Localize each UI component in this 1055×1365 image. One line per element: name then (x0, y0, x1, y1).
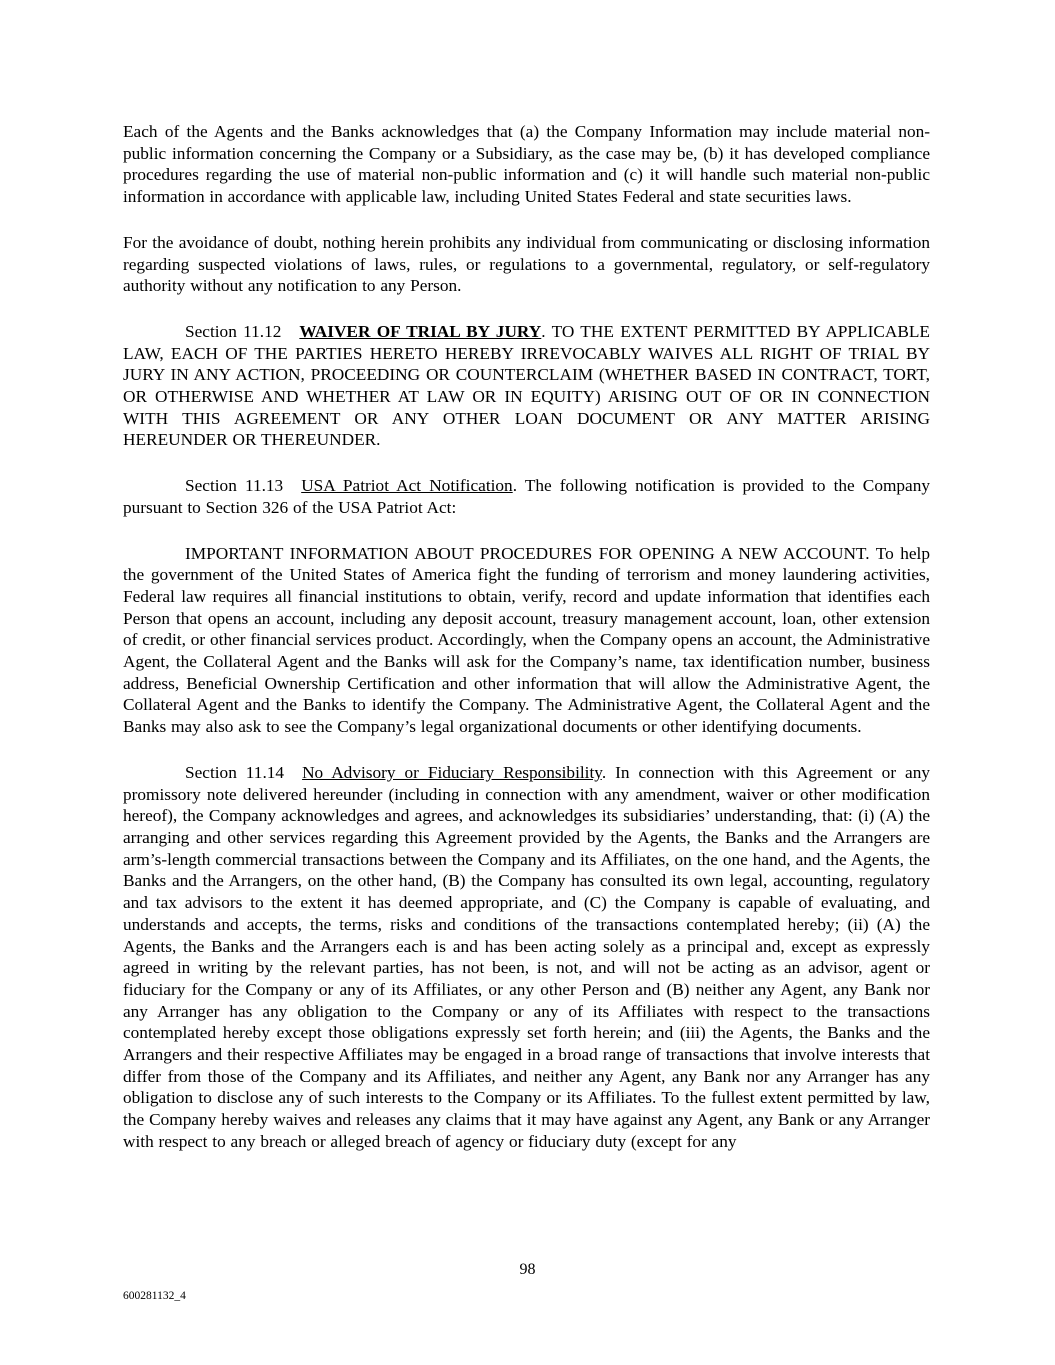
page-number: 98 (519, 1261, 536, 1278)
section-11-13-heading: USA Patriot Act Notification (301, 476, 513, 496)
section-11-13-paragraph (123, 475, 930, 518)
paragraph-text: Each of the Agents and the Banks acknowledges that (a) the Company Information may include material non-public information concerning the Company or a Subsidiary, as the case may be, (b) it has developed compliance procedures regarding the use of material non-public information and (c) it will handle such material non-public information in accordance with applicable law, including United States Federal and state securities laws. (123, 122, 930, 207)
section-11-13-body: . The following notification is provided to the Company pursuant to Section 326 of the USA Patriot Act: (123, 476, 930, 517)
section-11-12-body: . TO THE EXTENT PERMITTED BY APPLICABLE LAW, EACH OF THE PARTIES HERETO HEREBY IRREVOCABLY WAIVES ALL RIGHT OF TRIAL BY JURY IN ANY ACTION, PROCEEDING OR COUNTERCLAIM (WHETHER BASED IN CONTRACT, TORT, OR OTHERWISE AND WHETHER AT LAW OR IN EQUITY) ARISING OUT OF OR IN CONNECTION WITH THIS AGREEMENT OR ANY OTHER LOAN DOCUMENT OR ANY MATTER ARISING HEREUNDER OR THEREUNDER. (123, 321, 930, 450)
document-control-number: 600281132_4 (123, 1290, 186, 1302)
section-11-12-number: Section 11.12 (185, 321, 282, 341)
paragraph-company-information (123, 121, 930, 208)
section-11-14-heading: No Advisory or Fiduciary Responsibility (302, 762, 602, 782)
section-11-13-number: Section 11.13 (185, 476, 284, 496)
section-11-14-number: Section 11.14 (185, 762, 285, 782)
paragraph-patriot-act-notification (123, 543, 930, 738)
paragraph-text: IMPORTANT INFORMATION ABOUT PROCEDURES FOR OPENING A NEW ACCOUNT. To help the government of the United States of America fight the funding of terrorism and money laundering activities, Federal law requires all financial institutions to obtain, verify, record and update information that identifies each Person that opens an account, including any deposit account, treasury management account, loan, other extension of credit, or other financial services product. Accordingly, when the Company opens an account, the Administrative Agent, the Collateral Agent and the Banks will ask for the Company’s name, tax identification number, business address, Beneficial Ownership Certification and other information that will allow the Administrative Agent, the Collateral Agent and the Banks to identify the Company. The Administrative Agent, the Collateral Agent and the Banks may also ask to see the Company’s legal organizational documents or other identifying documents. (123, 543, 930, 737)
paragraph-text: For the avoidance of doubt, nothing herein prohibits any individual from communicating or disclosing information regarding suspected violations of laws, rules, or regulations to a governmental, regulatory, or self-regulatory authority without any notification to any Person. (123, 232, 930, 296)
section-11-12-paragraph (123, 321, 930, 451)
section-11-14-paragraph (123, 762, 930, 1153)
section-11-12-heading: WAIVER OF TRIAL BY JURY (299, 321, 542, 341)
section-11-14-body: . In connection with this Agreement or any promissory note delivered hereunder (including in connection with any amendment, waiver or other modification hereof), the Company acknowledges and agrees, and acknowledges its subsidiaries’ understanding, that: (i) (A) the arranging and other services regarding this Agreement provided by the Agents, the Banks and the Arrangers are arm’s-length commercial transactions between the Company and its Affiliates, on the one hand, and the Agents, the Banks and the Arrangers, on the other hand, (B) the Company has consulted its own legal, accounting, regulatory and tax advisors to the extent it has deemed appropriate, and (C) the Company is capable of evaluating, and understands and accepts, the terms, risks and conditions of the transactions contemplated hereby; (ii) (A) the Agents, the Banks and the Arrangers each is and has been acting solely as a principal and, except as expressly agreed in writing by the relevant parties, has not been, is not, and will not be acting as an advisor, agent or fiduciary for the Company or any of its Affiliates, or any other Person and (B) neither any Agent, any Bank nor any Arranger has any obligation to the Company or any of its Affiliates with respect to the transactions contemplated hereby except those obligations expressly set forth herein; and (iii) the Agents, the Banks and the Arrangers and their respective Affiliates may be engaged in a broad range of transactions that involve interests that differ from those of the Company and its Affiliates, and neither any Agent, any Bank nor any Arranger has any obligation to disclose any of such interests to the Company or its Affiliates. To the fullest extent permitted by law, the Company hereby waives and releases any claims that it may have against any Agent, any Bank or any Arranger with respect to any breach or alleged breach of agency or fiduciary duty (except for any (123, 762, 930, 1151)
paragraph-avoidance-of-doubt (123, 232, 930, 297)
document-body (123, 121, 930, 1177)
